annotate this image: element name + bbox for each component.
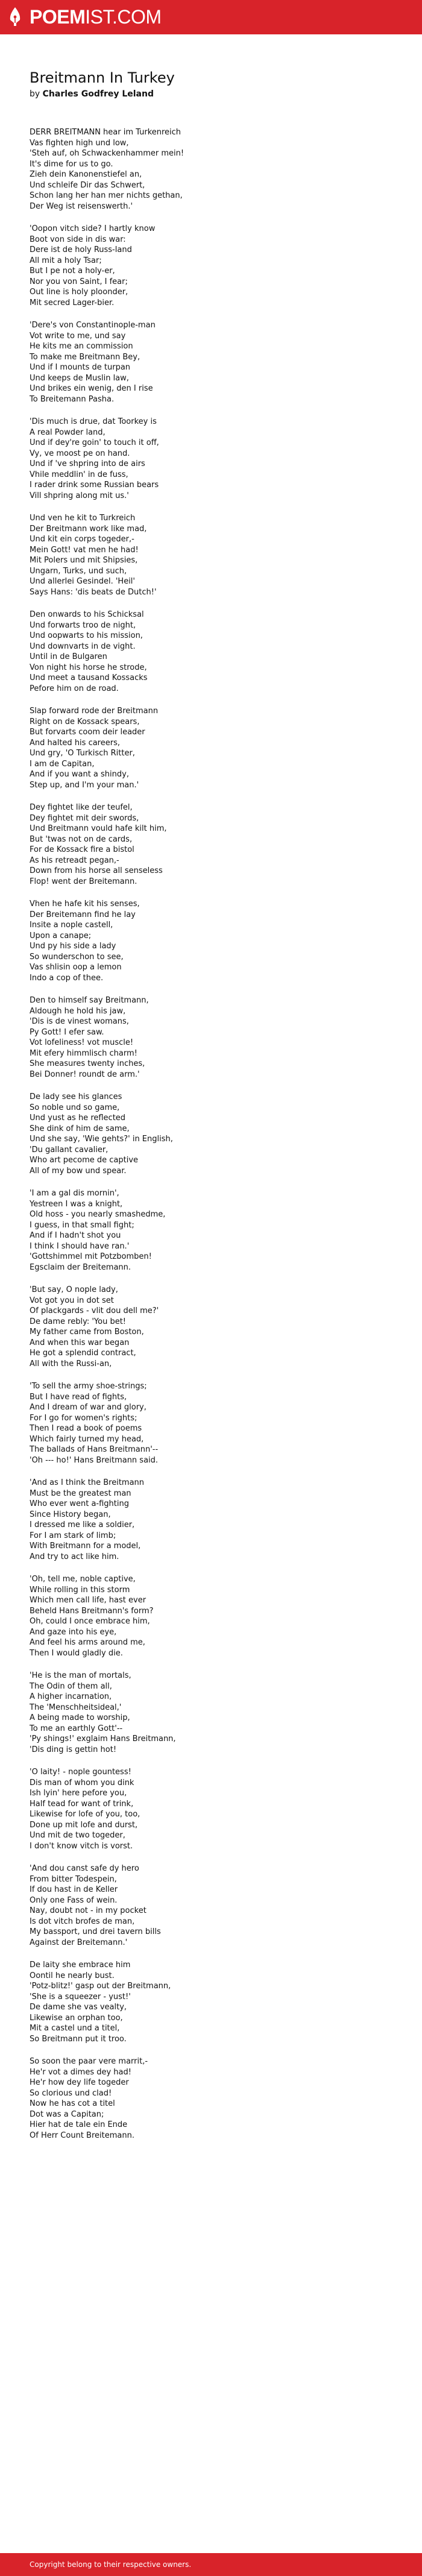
poem-line: Until in de Bulgaren: [30, 652, 107, 661]
poem-line: So Breitmann put it troo.: [30, 2034, 127, 2044]
pen-nib-icon: [8, 7, 22, 27]
poem-line: Der Weg ist reisenswerth.': [30, 201, 133, 211]
poem-line: 'Gottshimmel mit Potzbomben!: [30, 1252, 152, 1261]
poem-line: Dere ist de holy Russ-land: [30, 245, 132, 254]
poem-line: Zieh dein Kanonenstiefel an,: [30, 170, 142, 179]
poem-line: Only one Fass of wein.: [30, 1895, 118, 1905]
stanza: [30, 609, 397, 694]
poem-line: Who ever went a-fighting: [30, 1499, 129, 1508]
poem-line: He got a splendid contract,: [30, 1349, 136, 1358]
poem-line: And feel his arms around me,: [30, 1638, 145, 1647]
site-footer: [0, 2553, 422, 2576]
poem-line: 'Steh auf, oh Schwackenhammer mein!: [30, 149, 184, 158]
poem-line: Der Breitmann work like mad,: [30, 524, 147, 534]
poem-line: From bitter Todespein,: [30, 1874, 117, 1884]
poem-line: Right on de Kossack spears,: [30, 717, 140, 726]
stanza: [30, 1478, 397, 1562]
poem-line: Indo a cop of thee.: [30, 973, 104, 983]
poem-line: And if I hadn't shot you: [30, 1231, 121, 1240]
poem-line: 'O laity! - nople gountess!: [30, 1768, 131, 1777]
stanza: [30, 1863, 397, 1948]
poem-line: Yestreen I was a knight,: [30, 1199, 123, 1209]
poem-line: Mit a castel und a titel,: [30, 2024, 120, 2033]
poem-line: Und if I mounts de turpan: [30, 363, 131, 372]
poem-line: Und py his side a lady: [30, 942, 116, 951]
poem-line: De laity she embrace him: [30, 1960, 131, 1970]
poem-line: All with the Russi-an,: [30, 1359, 112, 1368]
poem-line: De dame rebly: 'You bet!: [30, 1317, 127, 1326]
stanza: [30, 127, 397, 212]
stanza: [30, 899, 397, 983]
poem-line: I don't know vitch is vorst.: [30, 1841, 133, 1851]
poem-line: De lady see his glances: [30, 1092, 122, 1101]
poem-line: So wunderschon to see,: [30, 952, 124, 962]
poem-line: Aldough he hold his jaw,: [30, 1006, 126, 1016]
stanza: [30, 2056, 397, 2141]
poem-line: Und kit ein corps togeder,-: [30, 535, 134, 544]
poem-line: Hier hat de tale ein Ende: [30, 2120, 128, 2129]
poem-line: But I pe not a holy-er,: [30, 266, 115, 276]
poem-line: Oh, could I once embrace him,: [30, 1617, 150, 1626]
logo-wordmark-light: IST.COM: [85, 6, 162, 28]
poem-line: Likewise for lofe of you, too,: [30, 1810, 140, 1819]
stanza: [30, 1092, 397, 1176]
poem-line: Mit secred Lager-bier.: [30, 298, 115, 307]
poem-line: A higher incarnation,: [30, 1692, 112, 1701]
logo-wordmark-bold: POEM: [30, 6, 86, 28]
poem-line: I think I should have ran.': [30, 1241, 130, 1251]
poem-line: Von night his horse he strode,: [30, 663, 147, 672]
site-logo[interactable]: [8, 7, 162, 27]
poem-line: Und downvarts in de vight.: [30, 641, 136, 651]
poem-line: Mein Gott! vat men he had!: [30, 545, 139, 555]
stanza: [30, 417, 397, 501]
poem-line: Flop! went der Breitemann.: [30, 877, 137, 886]
poem-line: So clorious und clad!: [30, 2088, 112, 2098]
site-header: [0, 0, 422, 34]
poem-line: Und keeps de Muslin law,: [30, 373, 129, 383]
poem-line: 'Dis ding is gettin hot!: [30, 1745, 117, 1754]
poem-line: Then I read a book of poems: [30, 1424, 142, 1433]
poem-line: Und meet a tausand Kossacks: [30, 673, 148, 682]
poem-line: For de Kossack fire a bistol: [30, 845, 134, 854]
poem-line: And gaze into his eye,: [30, 1627, 117, 1637]
poem-line: To make me Breitmann Bey,: [30, 352, 140, 362]
poem-line: To Breitemann Pasha.: [30, 394, 115, 404]
poem-line: A real Powder land,: [30, 427, 106, 437]
poem-line: But forvarts coom deir leader: [30, 728, 145, 737]
page-title: Breitmann In Turkey: [30, 69, 175, 86]
poem-line: Against der Breitemann.': [30, 1938, 128, 1947]
poem-line: Of Herr Count Breitemann.: [30, 2130, 134, 2140]
poem-line: Egsclaim der Breitemann.: [30, 1262, 131, 1272]
poem-line: Likewise an orphan too,: [30, 2013, 123, 2023]
poem-line: Und if 've shpring into de airs: [30, 459, 145, 468]
poem-line: I am de Capitan,: [30, 759, 95, 769]
poem-line: Slap forward rode der Breitmann: [30, 707, 159, 716]
poem-line: 'Dis is de vinest womans,: [30, 1017, 129, 1026]
stanza: [30, 320, 397, 405]
byline: [30, 89, 397, 99]
poem-line: He kits me an commission: [30, 342, 133, 351]
poem-line: Which men call life, hast ever: [30, 1596, 146, 1605]
poem-line: Vot got you in dot set: [30, 1296, 114, 1305]
stanza: [30, 1574, 397, 1658]
poem-line: Dis man of whom you dink: [30, 1778, 134, 1787]
poem-line: Oontil he nearly bust.: [30, 1971, 115, 1980]
poem-line: And halted his careers,: [30, 738, 120, 748]
poem-line: It's dime for us to go.: [30, 159, 113, 169]
poem-line: 'And dou canst safe dy hero: [30, 1864, 139, 1873]
poem-line: Says Hans: 'dis beats de Dutch!': [30, 587, 157, 597]
poem-line: The 'Menschheitsideal,': [30, 1702, 122, 1712]
poem-line: Upon a canape;: [30, 931, 92, 940]
poem-line: Vhen he hafe kit his senses,: [30, 899, 140, 909]
stanza: [30, 995, 397, 1080]
poem-line: Vot write to me, und say: [30, 331, 126, 341]
poem-line: All of my bow und spear.: [30, 1166, 127, 1176]
poem-line: And when this war began: [30, 1338, 130, 1347]
poem-line: Mit Polers und mit Shipsies,: [30, 556, 138, 565]
poem-line: Ungarn, Turks, und such,: [30, 566, 127, 576]
poem-line: 'And as I think the Breitmann: [30, 1478, 145, 1487]
poem-line: Boot von side in dis war:: [30, 235, 126, 244]
poem-line: Ish lyin' here pefore you,: [30, 1789, 127, 1798]
poem-line: Done up mit lofe and durst,: [30, 1820, 138, 1830]
poem-line: And try to act like him.: [30, 1552, 119, 1561]
poem-line: Dot was a Capitan;: [30, 2109, 104, 2119]
poem-line: 'Oh --- ho!' Hans Breitmann said.: [30, 1455, 159, 1465]
poem-line: 'I am a gal dis mornin',: [30, 1189, 119, 1198]
poem-line: He'r vot a dimes dey had!: [30, 2067, 131, 2077]
poem-line: Now he has cot a titel: [30, 2099, 115, 2108]
poem-line: Must be the greatest man: [30, 1488, 131, 1498]
poem-line: As his retreadt pegan,-: [30, 855, 119, 865]
poem-line: A being made to worship,: [30, 1713, 130, 1722]
poem-line: Step up, and I'm your man.': [30, 780, 139, 790]
poem-line: And I dream of war and glory,: [30, 1403, 146, 1412]
poem-line: He'r how dey life togeder: [30, 2078, 129, 2087]
poem-line: De dame she vas vealty,: [30, 2003, 127, 2012]
poem-line: To me an earthly Gott'--: [30, 1724, 123, 1733]
stanza: [30, 1188, 397, 1273]
poem-line: Is dot vitch brofes de man,: [30, 1916, 135, 1926]
poem-line: Und oopwarts to his mission,: [30, 631, 143, 640]
poem-content: [30, 69, 397, 2153]
poem-line: Den to himself say Breitmann,: [30, 996, 149, 1005]
poem-line: Which fairly turned my head,: [30, 1434, 144, 1444]
stanza: [30, 1381, 397, 1466]
stanza: [30, 802, 397, 887]
poem-line: 'Py shings!' exglaim Hans Breitmann,: [30, 1734, 176, 1743]
poem-line: Und ven he kit to Turkreich: [30, 514, 136, 523]
poem-line: With Breitmann for a model,: [30, 1542, 141, 1551]
stanza: [30, 513, 397, 597]
poem-line: Insite a nople castell,: [30, 921, 113, 930]
poem-line: DERR BREITMANN hear im Turkenreich: [30, 128, 181, 137]
poem-body: [30, 127, 397, 2141]
poem-line: But 'twas not on de cards,: [30, 834, 133, 844]
poem-line: So soon the paar vere marrit,-: [30, 2057, 148, 2066]
poem-line: Mit efery himmlisch charm!: [30, 1048, 137, 1058]
poem-line: If dou hast in de Keller: [30, 1885, 118, 1894]
poem-line: 'Oopon vitch side? I hartly know: [30, 224, 156, 233]
poem-line: Of plackgards - vlit dou dell me?': [30, 1306, 159, 1315]
poem-line: Pefore him on de road.: [30, 684, 119, 693]
poem-line: For I go for women's rights;: [30, 1413, 137, 1423]
author-link[interactable]: Charles Godfrey Leland: [42, 89, 154, 99]
poem-line: Nor you von Saint, I fear;: [30, 277, 128, 286]
poem-line: Py Gott! I efer saw.: [30, 1027, 104, 1037]
poem-line: 'Oh, tell me, noble captive,: [30, 1575, 136, 1584]
poem-line: Beheld Hans Breitmann's form?: [30, 1606, 154, 1616]
poem-line: She measures twenty inches,: [30, 1059, 145, 1068]
poem-line: The Odin of them all,: [30, 1681, 112, 1691]
poem-line: Und forwarts troo de night,: [30, 620, 136, 630]
poem-line: I guess, in that small fight;: [30, 1220, 134, 1230]
stanza: [30, 1285, 397, 1369]
poem-line: Who art pecome de captive: [30, 1156, 139, 1165]
poem-line: Out line is holy ploonder,: [30, 288, 128, 297]
poem-line: Vhile meddlin' in de fuss,: [30, 470, 128, 479]
poem-line: Und mit de two togeder,: [30, 1831, 125, 1840]
poem-line: The ballads of Hans Breitmann'--: [30, 1445, 159, 1454]
poem-line: Dey fightet like der teufel,: [30, 803, 133, 812]
poem-line: Vas fighten high und low,: [30, 138, 129, 148]
poem-line: 'Potz-blitz!' gasp out der Breitmann,: [30, 1982, 171, 1991]
poem-line: 'She is a squeezer - yust!': [30, 1992, 131, 2001]
stanza: [30, 224, 397, 308]
poem-line: 'He is the man of mortals,: [30, 1671, 131, 1680]
poem-line: Und gry, 'O Turkisch Ritter,: [30, 749, 135, 758]
poem-line: Bei Donner! roundt de arm.': [30, 1069, 140, 1079]
poem-line: All mit a holy Tsar;: [30, 256, 102, 265]
poem-line: My father came from Boston,: [30, 1327, 144, 1337]
poem-line: Since History began,: [30, 1510, 111, 1519]
poem-line: Schon lang her han mer nichts gethan,: [30, 191, 183, 200]
stanza: [30, 1767, 397, 1851]
poem-line: I rader drink some Russian bears: [30, 480, 159, 490]
poem-line: 'To sell the army shoe-strings;: [30, 1382, 147, 1391]
poem-line: 'Dis much is drue, dat Toorkey is: [30, 417, 157, 426]
poem-line: Down from his horse all senseless: [30, 866, 163, 875]
poem-line: 'Du gallant cavalier,: [30, 1145, 109, 1154]
poem-line: Und allerlei Gesindel. 'Heil': [30, 577, 135, 586]
poem-line: But I have read of fights,: [30, 1392, 127, 1402]
logo-wordmark: [30, 7, 162, 27]
footer-copyright: Copyright belong to their respective owners.: [30, 2560, 192, 2569]
poem-line: While rolling in this storm: [30, 1585, 130, 1595]
poem-line: Und schleife Dir das Schwert,: [30, 180, 145, 190]
poem-line: My bassport, und drei tavern bills: [30, 1927, 161, 1936]
poem-line: 'But say, O nople lady,: [30, 1285, 118, 1294]
poem-line: 'Dere's von Constantinople-man: [30, 321, 156, 330]
poem-line: Und she say, 'Wie gehts?' in English,: [30, 1135, 173, 1144]
stanza: [30, 1671, 397, 1755]
poem-line: Und if dey're goin' to touch it off,: [30, 438, 159, 447]
stanza: [30, 706, 397, 790]
poem-line: Vill shpring along mit us.': [30, 491, 129, 500]
poem-line: Vot lofeliness! vot muscle!: [30, 1038, 134, 1047]
poem-line: Vas shlisin oop a lemon: [30, 963, 122, 972]
poem-line: For I am stark of limb;: [30, 1531, 116, 1540]
poem-line: Und yust as he reflected: [30, 1113, 126, 1123]
poem-line: Vy, ve moost pe on hand.: [30, 449, 130, 458]
poem-line: Old hoss - you nearly smashedme,: [30, 1210, 166, 1219]
poem-line: Der Breitemann find he lay: [30, 910, 136, 919]
poem-line: I dressed me like a soldier,: [30, 1520, 135, 1529]
poem-line: Den onwards to his Schicksal: [30, 610, 144, 619]
poem-line: Then I would gladly die.: [30, 1648, 123, 1658]
poem-line: Und brikes ein wenig, den I rise: [30, 384, 153, 393]
poem-line: Und Breitmann vould hafe kilt him,: [30, 824, 167, 833]
poem-line: Dey fightet mit deir swords,: [30, 813, 139, 823]
byline-prefix: by: [30, 89, 43, 99]
poem-line: And if you want a shindy,: [30, 770, 129, 779]
poem-line: Half tead for want of trink,: [30, 1799, 134, 1809]
poem-line: Nay, doubt not - in my pocket: [30, 1906, 146, 1915]
poem-line: She dink of him de same,: [30, 1124, 130, 1133]
poem-line: So noble und so game,: [30, 1103, 120, 1112]
stanza: [30, 1960, 397, 2044]
